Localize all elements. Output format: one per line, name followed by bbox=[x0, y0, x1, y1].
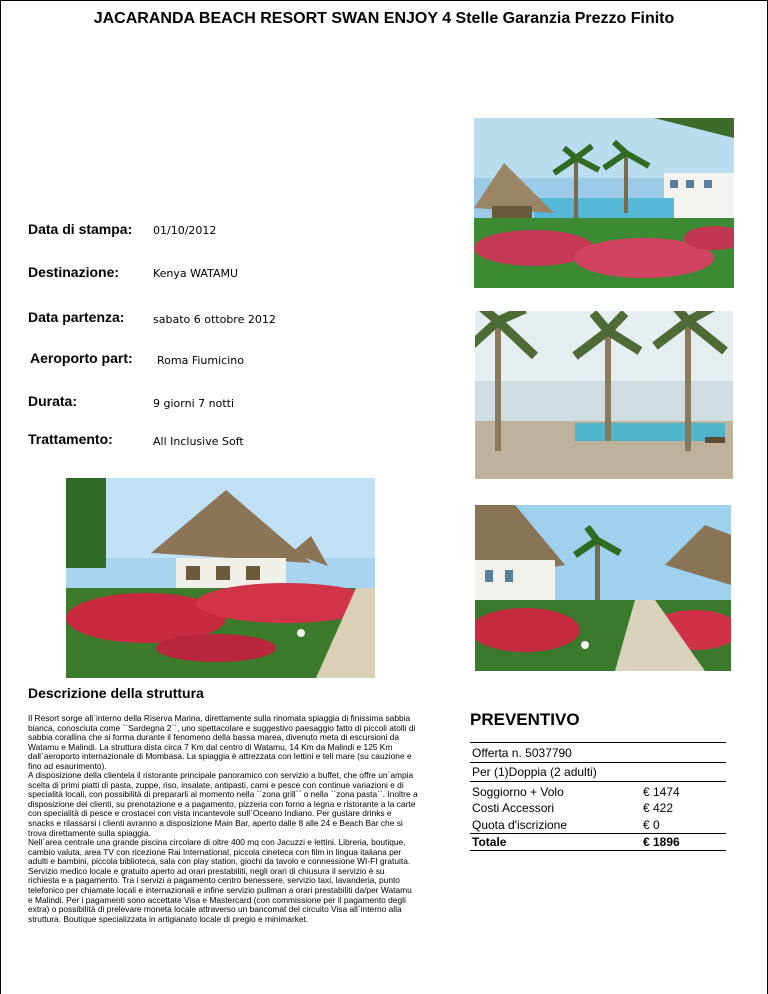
value-data-stampa: 01/10/2012 bbox=[153, 224, 217, 237]
total-amount: € 1896 bbox=[643, 835, 680, 849]
price-row-amount: € 0 bbox=[643, 818, 660, 832]
bungalow-photo bbox=[66, 478, 375, 678]
label-durata: Durata: bbox=[28, 393, 78, 409]
price-row-amount: € 1474 bbox=[643, 785, 680, 799]
value-aeroporto: Roma Fiumicino bbox=[157, 354, 244, 367]
price-row-amount: € 422 bbox=[643, 801, 674, 815]
label-data-partenza: Data partenza: bbox=[28, 309, 125, 325]
description-paragraph: Il Resort sorge all`interno della Riserva Marina, direttamente sulla rinomata spiaggia di finissima sabbia bianca, conosciuta come ``Sardegna 2``, uno spettacolare e suggestivo paesaggio fatto di piccoli atolli di sabbia corallina che si forma durante il fenomeno della bassa marea, divenuto meta di escursioni da Watamu e Malindi. La struttura dista circa 7 Km dal centro di Watamu, 14 Km da Malindi e 125 Km dall`aeroporto internazionale di Mombasa. La spiaggia è attrezzata con lettini e teli mare (su cauzione e fino ad esaurimento). bbox=[28, 713, 416, 771]
label-trattamento: Trattamento: bbox=[28, 431, 113, 447]
value-trattamento: All Inclusive Soft bbox=[153, 435, 244, 448]
page-title: JACARANDA BEACH RESORT SWAN ENJOY 4 Stelle Garanzia Prezzo Finito bbox=[93, 10, 675, 27]
page-border-left bbox=[0, 0, 1, 994]
total-label: Totale bbox=[472, 835, 507, 849]
offer-number: Offerta n. 5037790 bbox=[472, 746, 572, 760]
price-row-label: Quota d'iscrizione bbox=[472, 818, 568, 832]
value-destinazione: Kenya WATAMU bbox=[153, 267, 239, 280]
resort-pool-photo bbox=[474, 118, 734, 288]
page-border-top bbox=[0, 0, 768, 1]
label-destinazione: Destinazione: bbox=[28, 264, 120, 280]
divider bbox=[470, 781, 726, 782]
price-row-label: Costi Accessori bbox=[472, 801, 555, 815]
description-paragraph: A disposizione della clientela il ristorante principale panoramico con servizio a buffet, che offre un`ampia scelta di primi piatti di pasta, zuppe, riso, insalate, antipasti, carni e pesce con continue variazioni e di specialità locali, con possibilità di prepararli al momento nella ``zona grill`` o nella ``zona pasta``. Inoltre a disposizione dei clienti, su prenotazione e a pagamento, pizzeria con forno a legna e ristorante a la carte con specialità di pesce e crostacei con vista incantevole sull`Oceano Indiano. Per gustare drinks e snacks e rilassarsi i clienti avranno a disposizione Main Bar, aperto dalle 8 alle 24 e Beach Bar che si trova direttamente sulla spiaggia. bbox=[28, 770, 418, 838]
garden-path-photo bbox=[475, 505, 731, 671]
room-type: Per (1)Doppia (2 adulti) bbox=[472, 765, 597, 779]
price-row-label: Soggiorno + Volo bbox=[472, 785, 564, 799]
divider bbox=[470, 850, 726, 851]
label-data-stampa: Data di stampa: bbox=[28, 221, 133, 237]
label-aeroporto: Aeroporto part: bbox=[30, 350, 133, 366]
divider bbox=[470, 742, 726, 743]
description-heading: Descrizione della struttura bbox=[28, 685, 204, 701]
preventivo-heading: PREVENTIVO bbox=[470, 710, 580, 729]
description-paragraph: Nell`area centrale una grande piscina circolare di oltre 400 mq con Jacuzzi e lettini. Libreria, boutique, cambio valuta, area TV con ricezione Rai International, piccola cineteca con film in lingua italiana per adulti e bambini, piccola biblioteca, sala con play station, giochi da tavolo e connessione WI-FI gratuita. Servizio medico locale e gratuito aperto ad orari prestabiliti, negli orari di chiusura il servizio è su richiesta e a pagamento. Tra i servizi a pagamento centro benessere, servizio taxi, lavanderia, punto telefonico per chiamate locali e internazionali e infine servizio pullman a orari prestabiliti da/per Watamu e Malindi. Per i pagamenti sono accettate Visa e Mastercard (con commissione per il pagamento degli extra) o possibilità di prelevare moneta locale attraverso un bancomat del circuito Visa all`interno alla struttura. Boutique specializzata in artigianato locale di pregio e minimarket. bbox=[28, 837, 412, 924]
value-data-partenza: sabato 6 ottobre 2012 bbox=[153, 313, 276, 326]
divider bbox=[470, 833, 726, 834]
divider bbox=[470, 762, 726, 763]
value-durata: 9 giorni 7 notti bbox=[153, 397, 234, 410]
palm-pool-photo bbox=[475, 311, 733, 479]
